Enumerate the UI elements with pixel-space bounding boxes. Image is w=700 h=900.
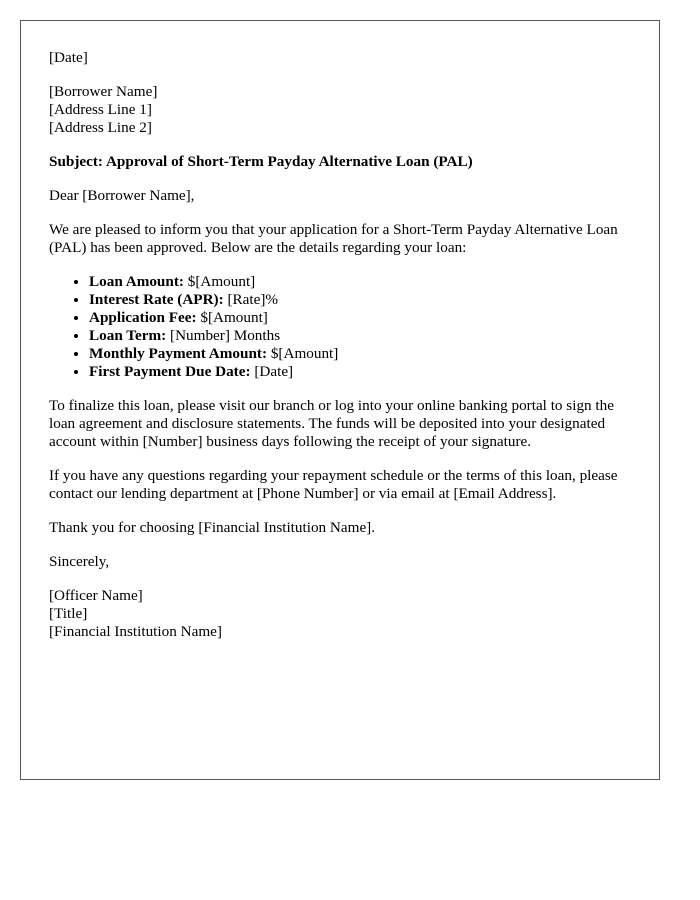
loan-amount-value: $[Amount] [183, 273, 256, 290]
loan-detail-item [89, 273, 631, 291]
questions-paragraph: If you have any questions regarding your repayment schedule or the terms of this loan, please contact our lending department at [Phone Number] or via email at [Email Address]. [49, 467, 618, 502]
closing: Sincerely, [49, 553, 110, 570]
recipient-address [49, 83, 631, 137]
officer-name: [Officer Name] [49, 587, 143, 604]
loan-detail-item [89, 345, 631, 363]
loan-amount-label: Loan Amount: [89, 273, 184, 290]
loan-details-list [49, 273, 631, 381]
letter-date: [Date] [49, 49, 88, 66]
letter-page [20, 20, 660, 780]
loan-detail-item [89, 309, 631, 327]
first-payment-due-value: [Date] [250, 363, 294, 380]
interest-rate-value: [Rate]% [223, 291, 279, 308]
salutation: Dear [Borrower Name], [49, 187, 195, 204]
monthly-payment-value: $[Amount] [267, 345, 339, 362]
loan-detail-item [89, 291, 631, 309]
signature-block [49, 587, 631, 641]
finalize-paragraph: To finalize this loan, please visit our branch or log into your online banking portal to sign the loan agreement and disclosure statements. The funds will be deposited into your designated account within [Number] business days following the receipt of your signature. [49, 397, 614, 450]
monthly-payment-label: Monthly Payment Amount: [89, 345, 268, 362]
loan-detail-item [89, 327, 631, 345]
application-fee-value: $[Amount] [196, 309, 268, 326]
loan-detail-item [89, 363, 631, 381]
interest-rate-label: Interest Rate (APR): [89, 291, 224, 308]
letter-subject: Subject: Approval of Short-Term Payday Alternative Loan (PAL) [49, 153, 473, 170]
application-fee-label: Application Fee: [89, 309, 197, 326]
officer-title: [Title] [49, 605, 88, 622]
intro-paragraph: We are pleased to inform you that your application for a Short-Term Payday Alternative Loan (PAL) has been approved. Below are the details regarding your loan: [49, 221, 618, 256]
loan-term-label: Loan Term: [89, 327, 167, 344]
recipient-address-line-2: [Address Line 2] [49, 119, 152, 136]
loan-term-value: [Number] Months [166, 327, 281, 344]
first-payment-due-label: First Payment Due Date: [89, 363, 251, 380]
recipient-address-line-1: [Address Line 1] [49, 101, 152, 118]
thanks-paragraph: Thank you for choosing [Financial Institution Name]. [49, 519, 376, 536]
institution-name: [Financial Institution Name] [49, 623, 222, 640]
recipient-name: [Borrower Name] [49, 83, 158, 100]
